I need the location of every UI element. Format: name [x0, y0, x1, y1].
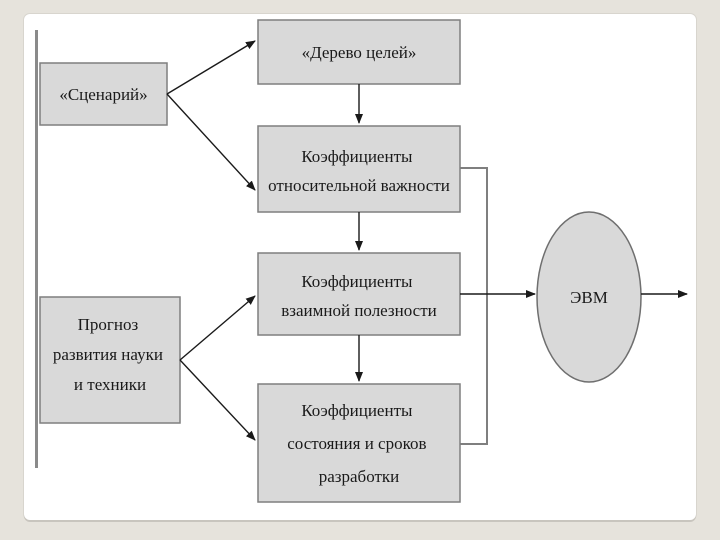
coefficients-bracket [460, 168, 487, 444]
arrow-forecast-to-mutual-utility [180, 296, 255, 360]
node-mutual-utility [258, 253, 460, 335]
node-relative-importance-line-1: Коэффициенты [301, 147, 413, 166]
arrow-scenario-to-goal-tree [167, 41, 255, 94]
node-forecast [40, 297, 180, 423]
node-computer-line-1: ЭВМ [570, 288, 608, 307]
node-state-and-terms-line-1: Коэффициенты [301, 401, 413, 420]
node-state-and-terms-line-2: состояния и сроков [287, 434, 427, 453]
node-scenario-text [59, 85, 147, 104]
node-relative-importance-line-2: относительной важности [268, 176, 450, 195]
node-scenario-line-1: «Сценарий» [59, 85, 148, 104]
node-goal-tree [258, 20, 460, 84]
node-goal-tree-line-1: «Дерево целей» [301, 43, 417, 62]
node-goal-tree-text [302, 43, 417, 62]
node-state-and-terms [258, 384, 460, 502]
node-state-and-terms-line-3: разработки [318, 467, 400, 486]
node-relative-importance [258, 126, 460, 212]
arrow-scenario-to-relative-importance [167, 94, 255, 190]
node-forecast-line-2: развития науки [52, 345, 163, 364]
node-forecast-line-1: Прогноз [77, 315, 139, 334]
node-mutual-utility-line-2: взаимной полезности [281, 301, 437, 320]
node-scenario [40, 63, 167, 125]
node-computer [537, 212, 641, 382]
node-forecast-line-3: и техники [73, 375, 147, 394]
node-computer-text [570, 288, 608, 307]
node-mutual-utility-line-1: Коэффициенты [301, 272, 413, 291]
arrow-forecast-to-state-and-terms [180, 360, 255, 440]
